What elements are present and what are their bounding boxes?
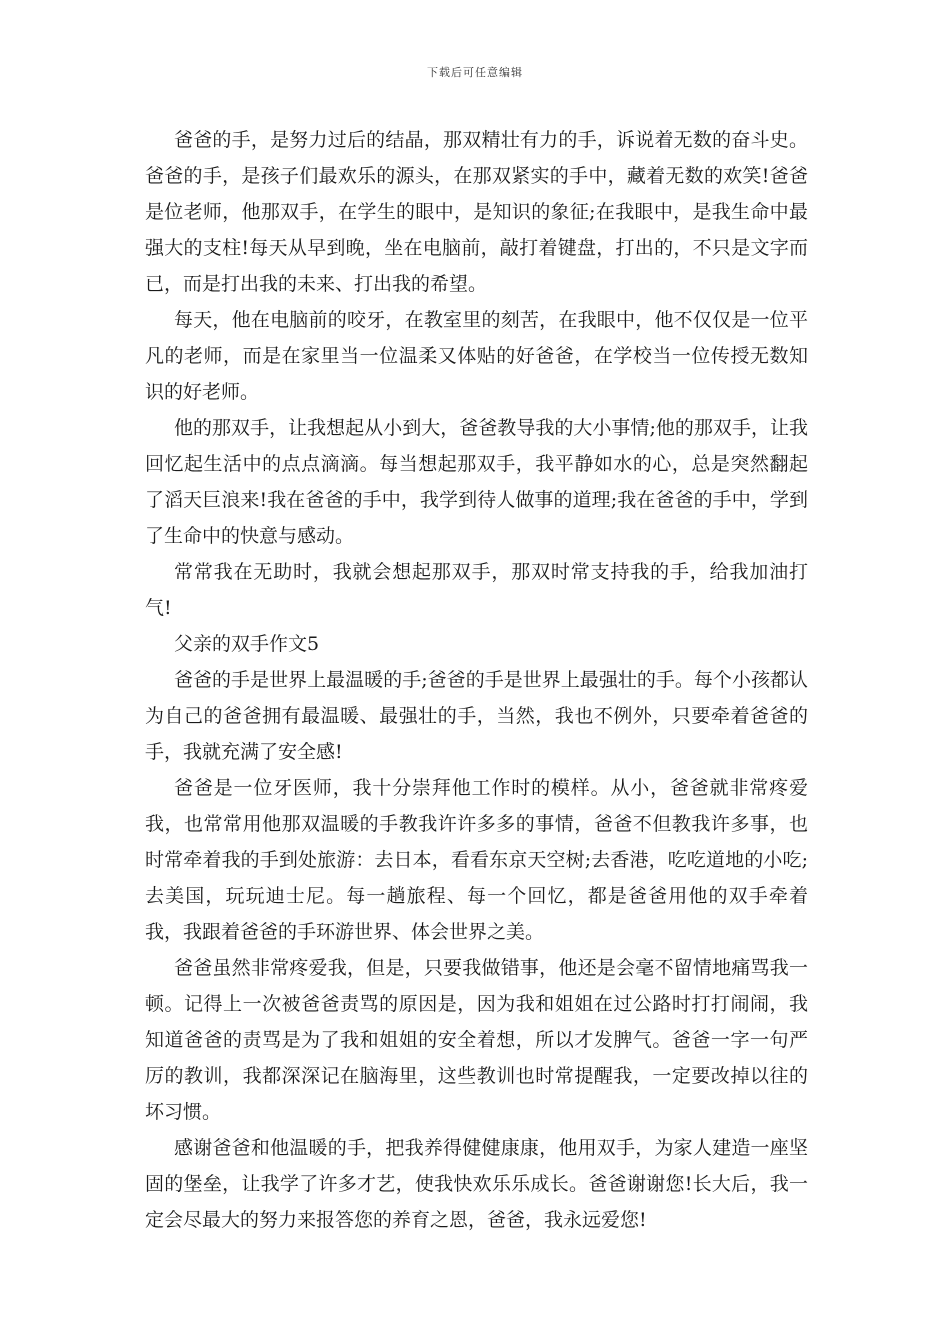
paragraph: 爸爸是一位牙医师，我十分崇拜他工作时的模样。从小，爸爸就非常疼爱我，也常常用他那双温暖的手教我许许多多的事情，爸爸不但教我许多事，也时常牵着我的手到处旅游：去日本，看看东京天空树;去香港，吃吃道地的小吃;去美国，玩玩迪士尼。每一趟旅程、每一个回忆，都是爸爸用他的双手牵着我，我跟着爸爸的手环游世界、体会世界之美。 [145, 777, 808, 943]
page-header: 下载后可任意编辑 [427, 66, 523, 79]
section-title: 父亲的双手作文5 [174, 633, 320, 655]
paragraph: 爸爸的手，是努力过后的结晶，那双精壮有力的手，诉说着无数的奋斗史。爸爸的手，是孩子们最欢乐的源头，在那双紧实的手中，藏着无数的欢笑!爸爸是位老师，他那双手，在学生的眼中，是知识的象征;在我眼中，是我生命中最强大的支柱!每天从早到晚，坐在电脑前，敲打着键盘，打出的，不只是文字而已，而是打出我的未来、打出我的希望。 [145, 129, 808, 295]
paragraph: 爸爸的手是世界上最温暖的手;爸爸的手是世界上最强壮的手。每个小孩都认为自己的爸爸拥有最温暖、最强壮的手，当然，我也不例外，只要牵着爸爸的手，我就充满了安全感! [145, 669, 808, 763]
paragraph: 每天，他在电脑前的咬牙，在教室里的刻苦，在我眼中，他不仅仅是一位平凡的老师，而是在家里当一位温柔又体贴的好爸爸，在学校当一位传授无数知识的好老师。 [145, 309, 808, 403]
paragraph: 感谢爸爸和他温暖的手，把我养得健健康康，他用双手，为家人建造一座坚固的堡垒，让我学了许多才艺，使我快欢乐乐成长。爸爸谢谢您!长大后，我一定会尽最大的努力来报答您的养育之恩，爸爸，我永远爱您! [145, 1137, 808, 1231]
paragraph: 他的那双手，让我想起从小到大，爸爸教导我的大小事情;他的那双手，让我回忆起生活中的点点滴滴。每当想起那双手，我平静如水的心，总是突然翻起了滔天巨浪来!我在爸爸的手中，我学到待人做事的道理;我在爸爸的手中，学到了生命中的快意与感动。 [145, 417, 808, 547]
document-body [145, 122, 808, 1238]
paragraph: 常常我在无助时，我就会想起那双手，那双时常支持我的手，给我加油打气! [145, 561, 808, 619]
paragraph: 爸爸虽然非常疼爱我，但是，只要我做错事，他还是会毫不留情地痛骂我一顿。记得上一次被爸爸责骂的原因是，因为我和姐姐在过公路时打打闹闹，我知道爸爸的责骂是为了我和姐姐的安全着想，所以才发脾气。爸爸一字一句严厉的教训，我都深深记在脑海里，这些教训也时常提醒我，一定要改掉以往的坏习惯。 [145, 957, 808, 1123]
